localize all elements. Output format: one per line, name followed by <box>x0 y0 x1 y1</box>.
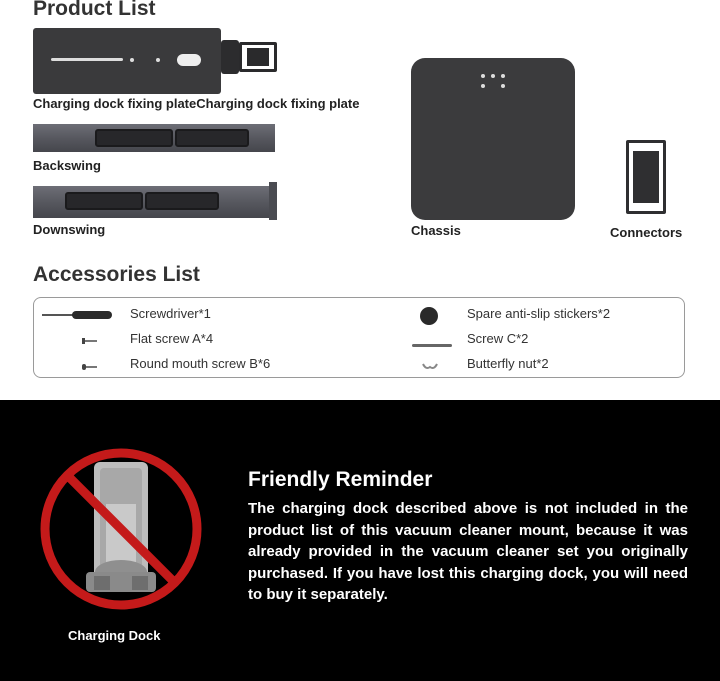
long-screw-icon <box>412 336 452 342</box>
charging-dock-label: Charging Dock <box>68 628 161 643</box>
accessory-butterfly-nut-label: Butterfly nut*2 <box>467 356 549 371</box>
accessories-box <box>33 297 685 378</box>
sticker-icon <box>420 307 438 325</box>
connectors-image <box>626 140 666 214</box>
backswing-image <box>33 124 275 152</box>
fixing-plate-label: Charging dock fixing plateCharging dock fixing plate <box>33 96 360 111</box>
reminder-title: Friendly Reminder <box>248 468 433 491</box>
connectors-label: Connectors <box>610 225 683 240</box>
accessory-screwdriver-label: Screwdriver*1 <box>130 306 211 321</box>
flat-screw-icon <box>82 332 98 340</box>
accessory-sticker-label: Spare anti-slip stickers*2 <box>467 306 611 321</box>
chassis-label: Chassis <box>411 223 461 238</box>
chassis-image <box>411 58 575 220</box>
backswing-label: Backswing <box>33 158 101 173</box>
reminder-section <box>0 400 720 681</box>
downswing-label: Downswing <box>33 222 106 237</box>
accessories-list-title: Accessories List <box>33 263 200 286</box>
downswing-image <box>33 186 269 218</box>
product-list-title: Product List <box>33 0 156 20</box>
fixing-plate-image <box>33 28 278 94</box>
accessory-screw-c-label: Screw C*2 <box>467 331 529 346</box>
butterfly-nut-icon <box>422 358 438 368</box>
prohibited-charging-dock-image <box>36 444 206 614</box>
accessory-round-screw-label: Round mouth screw B*6 <box>130 356 271 371</box>
downswing-end-image <box>269 182 277 220</box>
round-screw-icon <box>82 358 98 366</box>
reminder-body: The charging dock described above is not included in the product list of this vacuum cleaner mount, because it was already provided in the vacuum cleaner set you originally purchased. If you have lost this charging dock, you will need to buy it separately. <box>248 500 688 603</box>
screwdriver-icon <box>42 308 114 320</box>
accessory-flat-screw-label: Flat screw A*4 <box>130 331 214 346</box>
